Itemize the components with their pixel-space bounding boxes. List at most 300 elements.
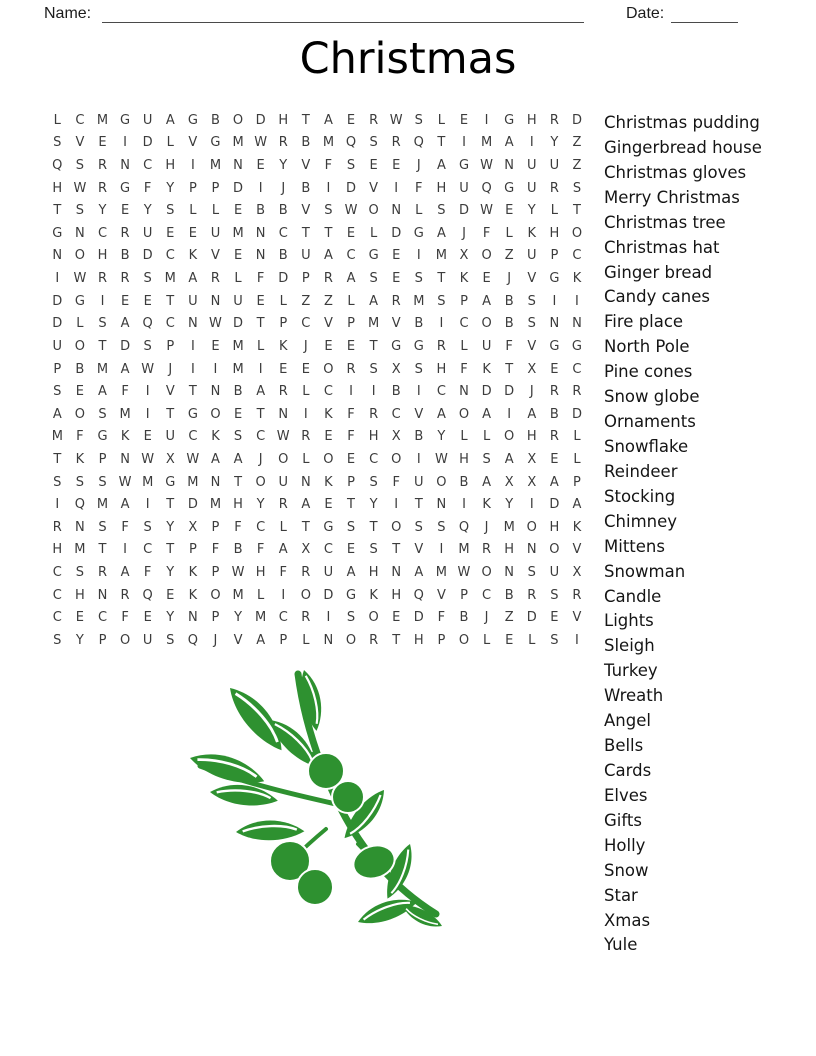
grid-letter: L xyxy=(279,293,287,309)
grid-letter: R xyxy=(369,406,379,422)
grid-letter: C xyxy=(75,112,85,128)
grid-letter: M xyxy=(435,248,447,264)
grid-letter: U xyxy=(549,158,560,174)
grid-letter: E xyxy=(459,112,469,128)
grid-letter: N xyxy=(391,564,402,580)
grid-letter: B xyxy=(414,316,424,332)
grid-letter: K xyxy=(188,248,198,264)
grid-letter: G xyxy=(571,338,582,354)
grid-letter: I xyxy=(416,451,421,467)
word-list-item: North Pole xyxy=(604,337,690,357)
grid-letter: I xyxy=(394,180,399,196)
grid-letter: H xyxy=(526,112,537,128)
grid-letter: R xyxy=(278,497,288,513)
grid-letter: A xyxy=(504,451,514,467)
grid-letter: K xyxy=(188,564,198,580)
grid-letter: T xyxy=(98,338,107,354)
grid-letter: S xyxy=(143,271,152,287)
grid-letter: M xyxy=(435,564,447,580)
grid-letter: P xyxy=(211,180,220,196)
grid-letter: F xyxy=(234,519,242,535)
grid-letter: G xyxy=(120,112,131,128)
grid-letter: K xyxy=(572,519,582,535)
grid-letter: M xyxy=(96,112,109,128)
grid-letter: R xyxy=(482,542,492,558)
word-list-item: Elves xyxy=(604,785,648,805)
grid-letter: L xyxy=(437,112,446,128)
grid-letter: A xyxy=(436,406,446,422)
grid-letter: E xyxy=(233,203,243,219)
grid-letter: W xyxy=(209,316,222,332)
grid-letter: E xyxy=(324,429,333,445)
grid-letter: I xyxy=(326,180,331,196)
grid-letter: K xyxy=(188,587,198,603)
grid-letter: N xyxy=(52,248,63,264)
grid-letter: C xyxy=(278,225,288,241)
grid-letter: P xyxy=(347,316,355,332)
grid-letter: D xyxy=(233,316,244,332)
grid-letter: C xyxy=(572,361,582,377)
grid-letter: E xyxy=(188,225,197,241)
grid-letter: E xyxy=(256,158,265,174)
grid-letter: T xyxy=(301,112,310,128)
grid-letter: S xyxy=(324,203,333,219)
grid-letter: R xyxy=(278,384,288,400)
grid-letter: U xyxy=(323,564,334,580)
grid-letter: A xyxy=(323,112,333,128)
grid-letter: B xyxy=(278,248,288,264)
grid-letter: E xyxy=(550,361,559,377)
grid-letter: D xyxy=(391,225,402,241)
word-list-item: Xmas xyxy=(604,910,651,930)
grid-letter: T xyxy=(347,497,355,513)
grid-letter: X xyxy=(391,429,401,445)
grid-letter: D xyxy=(346,180,357,196)
grid-letter: F xyxy=(256,271,265,287)
word-list-item: Christmas hat xyxy=(604,237,720,257)
grid-letter: F xyxy=(256,542,265,558)
grid-letter: B xyxy=(414,429,424,445)
grid-letter: J xyxy=(529,384,534,400)
grid-letter: O xyxy=(255,474,266,490)
grid-letter: E xyxy=(346,542,356,558)
grid-letter: V xyxy=(572,542,582,558)
grid-letter: Z xyxy=(572,158,582,174)
grid-letter: N xyxy=(187,316,198,332)
grid-letter: U xyxy=(233,293,243,309)
grid-letter: O xyxy=(436,474,447,490)
grid-letter: V xyxy=(323,316,333,332)
grid-letter: A xyxy=(301,497,311,513)
grid-letter: C xyxy=(278,610,288,626)
grid-letter: T xyxy=(166,542,175,558)
grid-letter: F xyxy=(279,564,287,580)
grid-letter: G xyxy=(504,180,515,196)
grid-letter: R xyxy=(436,338,446,354)
grid-letter: M xyxy=(51,429,63,445)
grid-letter: R xyxy=(301,564,311,580)
grid-letter: C xyxy=(301,316,311,332)
grid-letter: F xyxy=(482,225,491,241)
grid-letter: R xyxy=(323,271,333,287)
grid-letter: N xyxy=(278,406,289,422)
grid-letter: T xyxy=(369,519,378,535)
grid-letter: A xyxy=(120,361,130,377)
grid-letter: Q xyxy=(74,497,85,513)
grid-letter: F xyxy=(505,338,513,354)
grid-letter: G xyxy=(345,587,357,603)
grid-letter: B xyxy=(504,316,514,332)
grid-letter: T xyxy=(188,384,197,400)
grid-letter: I xyxy=(371,384,376,400)
grid-letter: Y xyxy=(234,610,243,626)
grid-letter: V xyxy=(436,587,446,603)
grid-letter: I xyxy=(439,316,444,332)
grid-letter: S xyxy=(482,451,491,467)
grid-letter: V xyxy=(165,384,175,400)
grid-letter: T xyxy=(369,338,378,354)
grid-letter: E xyxy=(505,203,514,219)
grid-letter: H xyxy=(165,158,176,174)
grid-letter: P xyxy=(460,293,468,309)
grid-letter: N xyxy=(436,497,447,513)
grid-letter: R xyxy=(278,135,288,151)
grid-letter: A xyxy=(188,271,198,287)
grid-letter: T xyxy=(166,293,175,309)
grid-letter: K xyxy=(459,271,469,287)
grid-letter: K xyxy=(324,406,333,422)
word-list-item: Merry Christmas xyxy=(604,187,740,207)
grid-letter: Y xyxy=(166,564,175,580)
date-label: Date: xyxy=(626,5,665,22)
grid-letter: C xyxy=(143,542,153,558)
grid-letter: S xyxy=(369,474,378,490)
grid-letter: R xyxy=(391,135,401,151)
grid-letter: Q xyxy=(142,587,153,603)
grid-letter: C xyxy=(165,316,175,332)
grid-letter: O xyxy=(323,361,334,377)
word-list-item: Star xyxy=(604,885,638,905)
grid-letter: Y xyxy=(279,158,288,174)
grid-letter: C xyxy=(256,519,266,535)
grid-letter: I xyxy=(575,632,579,648)
grid-letter: O xyxy=(210,406,221,422)
grid-letter: R xyxy=(120,271,130,287)
grid-letter: I xyxy=(416,384,421,400)
grid-letter: O xyxy=(345,632,357,648)
grid-letter: N xyxy=(504,564,515,580)
word-list-item: Turkey xyxy=(604,661,658,681)
grid-letter: J xyxy=(462,225,466,241)
grid-letter: O xyxy=(504,429,515,445)
grid-letter: S xyxy=(143,519,152,535)
grid-letter: N xyxy=(210,293,221,309)
grid-letter: Y xyxy=(98,203,107,219)
grid-letter: C xyxy=(52,610,62,626)
word-list-item: Pine cones xyxy=(604,362,693,382)
grid-letter: K xyxy=(324,474,333,490)
grid-letter: X xyxy=(188,519,198,535)
grid-letter: I xyxy=(145,406,150,422)
grid-letter: W xyxy=(73,271,87,287)
grid-letter: P xyxy=(573,474,581,490)
grid-letter: E xyxy=(143,293,152,309)
word-list-item: Snowman xyxy=(604,561,686,581)
grid-letter: R xyxy=(527,587,537,603)
grid-letter: F xyxy=(121,519,129,535)
grid-letter: B xyxy=(391,384,401,400)
grid-letter: I xyxy=(462,497,466,513)
grid-letter: R xyxy=(52,519,62,535)
grid-letter: S xyxy=(550,632,559,648)
word-list-item: Wreath xyxy=(604,686,664,706)
grid-letter: E xyxy=(392,271,401,287)
grid-letter: A xyxy=(436,158,446,174)
grid-letter: T xyxy=(166,497,175,513)
grid-letter: V xyxy=(75,135,85,151)
grid-letter: V xyxy=(233,632,243,648)
grid-letter: I xyxy=(55,497,60,513)
word-list-item: Yule xyxy=(604,935,638,955)
grid-letter: U xyxy=(142,225,153,241)
grid-letter: I xyxy=(213,361,218,377)
grid-letter: K xyxy=(278,338,288,354)
grid-letter: B xyxy=(256,203,266,219)
grid-letter: T xyxy=(53,203,62,219)
grid-letter: L xyxy=(347,293,355,309)
grid-letter: G xyxy=(74,293,85,309)
grid-letter: R xyxy=(572,384,582,400)
grid-letter: E xyxy=(75,384,84,400)
grid-letter: L xyxy=(76,316,84,332)
grid-letter: D xyxy=(504,384,515,400)
grid-letter: D xyxy=(52,316,63,332)
grid-letter: H xyxy=(459,451,469,467)
grid-letter: I xyxy=(145,497,150,513)
grid-letter: N xyxy=(459,384,469,400)
grid-letter: N xyxy=(300,474,311,490)
grid-letter: K xyxy=(527,225,537,241)
grid-letter: R xyxy=(549,384,559,400)
grid-letter: S xyxy=(414,519,423,535)
grid-letter: L xyxy=(505,225,513,241)
grid-letter: A xyxy=(482,474,492,490)
grid-letter: Q xyxy=(52,158,63,174)
grid-letter: S xyxy=(369,135,378,151)
grid-letter: R xyxy=(346,361,356,377)
grid-letter: H xyxy=(368,564,379,580)
grid-letter: N xyxy=(572,316,582,332)
grid-letter: S xyxy=(437,519,446,535)
grid-letter: H xyxy=(504,542,515,558)
grid-letter: V xyxy=(527,271,537,287)
word-list-item: Bells xyxy=(604,736,644,756)
grid-letter: A xyxy=(120,497,130,513)
date-blank-line xyxy=(671,4,738,23)
grid-letter: E xyxy=(166,225,175,241)
grid-letter: L xyxy=(415,203,423,219)
grid-letter: Y xyxy=(166,519,175,535)
grid-letter: I xyxy=(552,293,557,309)
grid-letter: K xyxy=(572,271,582,287)
grid-letter: M xyxy=(232,361,244,377)
grid-letter: K xyxy=(211,429,220,445)
grid-letter: P xyxy=(211,610,220,626)
grid-letter: T xyxy=(414,497,423,513)
grid-letter: Q xyxy=(413,135,424,151)
grid-letter: R xyxy=(97,564,107,580)
grid-letter: N xyxy=(391,203,402,219)
grid-letter: L xyxy=(53,112,61,128)
grid-letter: O xyxy=(391,451,402,467)
grid-letter: J xyxy=(416,158,421,174)
grid-letter: O xyxy=(391,519,402,535)
grid-letter: K xyxy=(482,497,491,513)
grid-letter: A xyxy=(549,474,559,490)
grid-letter: D xyxy=(549,497,560,513)
grid-letter: F xyxy=(415,180,423,196)
grid-letter: S xyxy=(98,519,107,535)
word-list-item: Gifts xyxy=(604,810,642,830)
grid-letter: W xyxy=(389,112,403,128)
word-list-item: Candy canes xyxy=(604,287,710,307)
grid-letter: H xyxy=(233,497,243,513)
grid-letter: Y xyxy=(369,497,378,513)
grid-letter: A xyxy=(572,497,582,513)
grid-letter: V xyxy=(301,158,311,174)
grid-letter: H xyxy=(526,429,537,445)
grid-letter: E xyxy=(505,632,514,648)
grid-letter: F xyxy=(460,361,468,377)
grid-letter: E xyxy=(233,248,243,264)
grid-letter: E xyxy=(233,406,243,422)
word-list-item: Snowflake xyxy=(604,436,689,456)
grid-letter: I xyxy=(303,406,308,422)
grid-letter: E xyxy=(550,610,559,626)
grid-letter: Z xyxy=(572,135,582,151)
grid-letter: S xyxy=(437,293,446,309)
word-list-item: Christmas gloves xyxy=(604,162,747,182)
grid-letter: O xyxy=(210,587,221,603)
grid-letter: B xyxy=(504,293,514,309)
grid-letter: M xyxy=(142,474,154,490)
grid-letter: E xyxy=(211,338,220,354)
grid-letter: J xyxy=(507,271,512,287)
grid-letter: O xyxy=(549,542,560,558)
grid-letter: I xyxy=(507,406,512,422)
word-list-item: Chimney xyxy=(604,511,678,531)
olive-branch-icon xyxy=(186,664,448,932)
word-search-grid xyxy=(46,109,588,652)
grid-letter: W xyxy=(480,203,493,219)
grid-letter: A xyxy=(98,384,107,400)
grid-letter: D xyxy=(458,203,469,219)
grid-letter: S xyxy=(346,158,356,174)
grid-letter: A xyxy=(482,406,492,422)
grid-letter: G xyxy=(413,338,424,354)
grid-letter: L xyxy=(302,632,310,648)
grid-letter: T xyxy=(53,451,62,467)
grid-letter: B xyxy=(120,248,130,264)
grid-letter: L xyxy=(211,203,220,219)
grid-letter: A xyxy=(369,293,379,309)
grid-letter: I xyxy=(575,293,579,309)
grid-letter: Q xyxy=(345,135,357,151)
grid-letter: T xyxy=(301,519,310,535)
grid-letter: L xyxy=(482,429,491,445)
grid-letter: M xyxy=(232,338,244,354)
grid-letter: M xyxy=(119,406,131,422)
grid-letter: E xyxy=(324,338,333,354)
grid-letter: A xyxy=(482,293,492,309)
grid-letter: O xyxy=(278,451,289,467)
grid-letter: Y xyxy=(505,497,514,513)
grid-letter: P xyxy=(53,361,62,377)
grid-letter: W xyxy=(141,361,155,377)
grid-letter: A xyxy=(527,406,537,422)
name-blank-line xyxy=(102,4,584,23)
grid-letter: R xyxy=(549,180,559,196)
grid-letter: C xyxy=(482,587,492,603)
grid-letter: A xyxy=(346,271,356,287)
grid-letter: P xyxy=(550,248,559,264)
grid-letter: B xyxy=(210,112,220,128)
grid-letter: I xyxy=(529,497,534,513)
grid-letter: R xyxy=(549,429,559,445)
grid-letter: E xyxy=(98,135,107,151)
grid-letter: C xyxy=(369,451,379,467)
grid-letter: K xyxy=(120,429,130,445)
grid-letter: N xyxy=(255,248,266,264)
grid-letter: E xyxy=(550,451,559,467)
grid-letter: F xyxy=(211,542,220,558)
grid-letter: U xyxy=(52,338,63,354)
grid-letter: L xyxy=(573,429,581,445)
grid-letter: L xyxy=(257,587,265,603)
grid-letter: I xyxy=(394,497,399,513)
grid-letter: A xyxy=(52,406,62,422)
grid-letter: G xyxy=(391,338,402,354)
grid-letter: K xyxy=(75,451,85,467)
grid-letter: L xyxy=(166,135,174,151)
grid-letter: W xyxy=(231,564,245,580)
grid-letter: I xyxy=(145,384,150,400)
olive-branch-illustration xyxy=(186,664,448,932)
grid-letter: V xyxy=(414,406,424,422)
grid-letter: F xyxy=(143,180,152,196)
grid-letter: Y xyxy=(75,632,84,648)
grid-letter: Y xyxy=(437,429,446,445)
grid-letter: G xyxy=(120,180,131,196)
grid-letter: L xyxy=(257,338,265,354)
grid-letter: H xyxy=(436,361,447,377)
grid-letter: S xyxy=(346,610,356,626)
grid-letter: R xyxy=(210,271,220,287)
grid-letter: N xyxy=(233,158,243,174)
grid-letter: X xyxy=(527,451,537,467)
grid-letter: I xyxy=(258,361,263,377)
grid-letter: F xyxy=(121,384,129,400)
grid-letter: D xyxy=(481,384,492,400)
grid-letter: S xyxy=(53,135,62,151)
grid-letter: Z xyxy=(504,248,514,264)
grid-letter: N xyxy=(323,632,334,648)
grid-letter: W xyxy=(118,474,132,490)
grid-letter: U xyxy=(527,180,537,196)
grid-letter: K xyxy=(369,587,378,603)
grid-letter: T xyxy=(505,361,514,377)
grid-letter: A xyxy=(504,135,514,151)
